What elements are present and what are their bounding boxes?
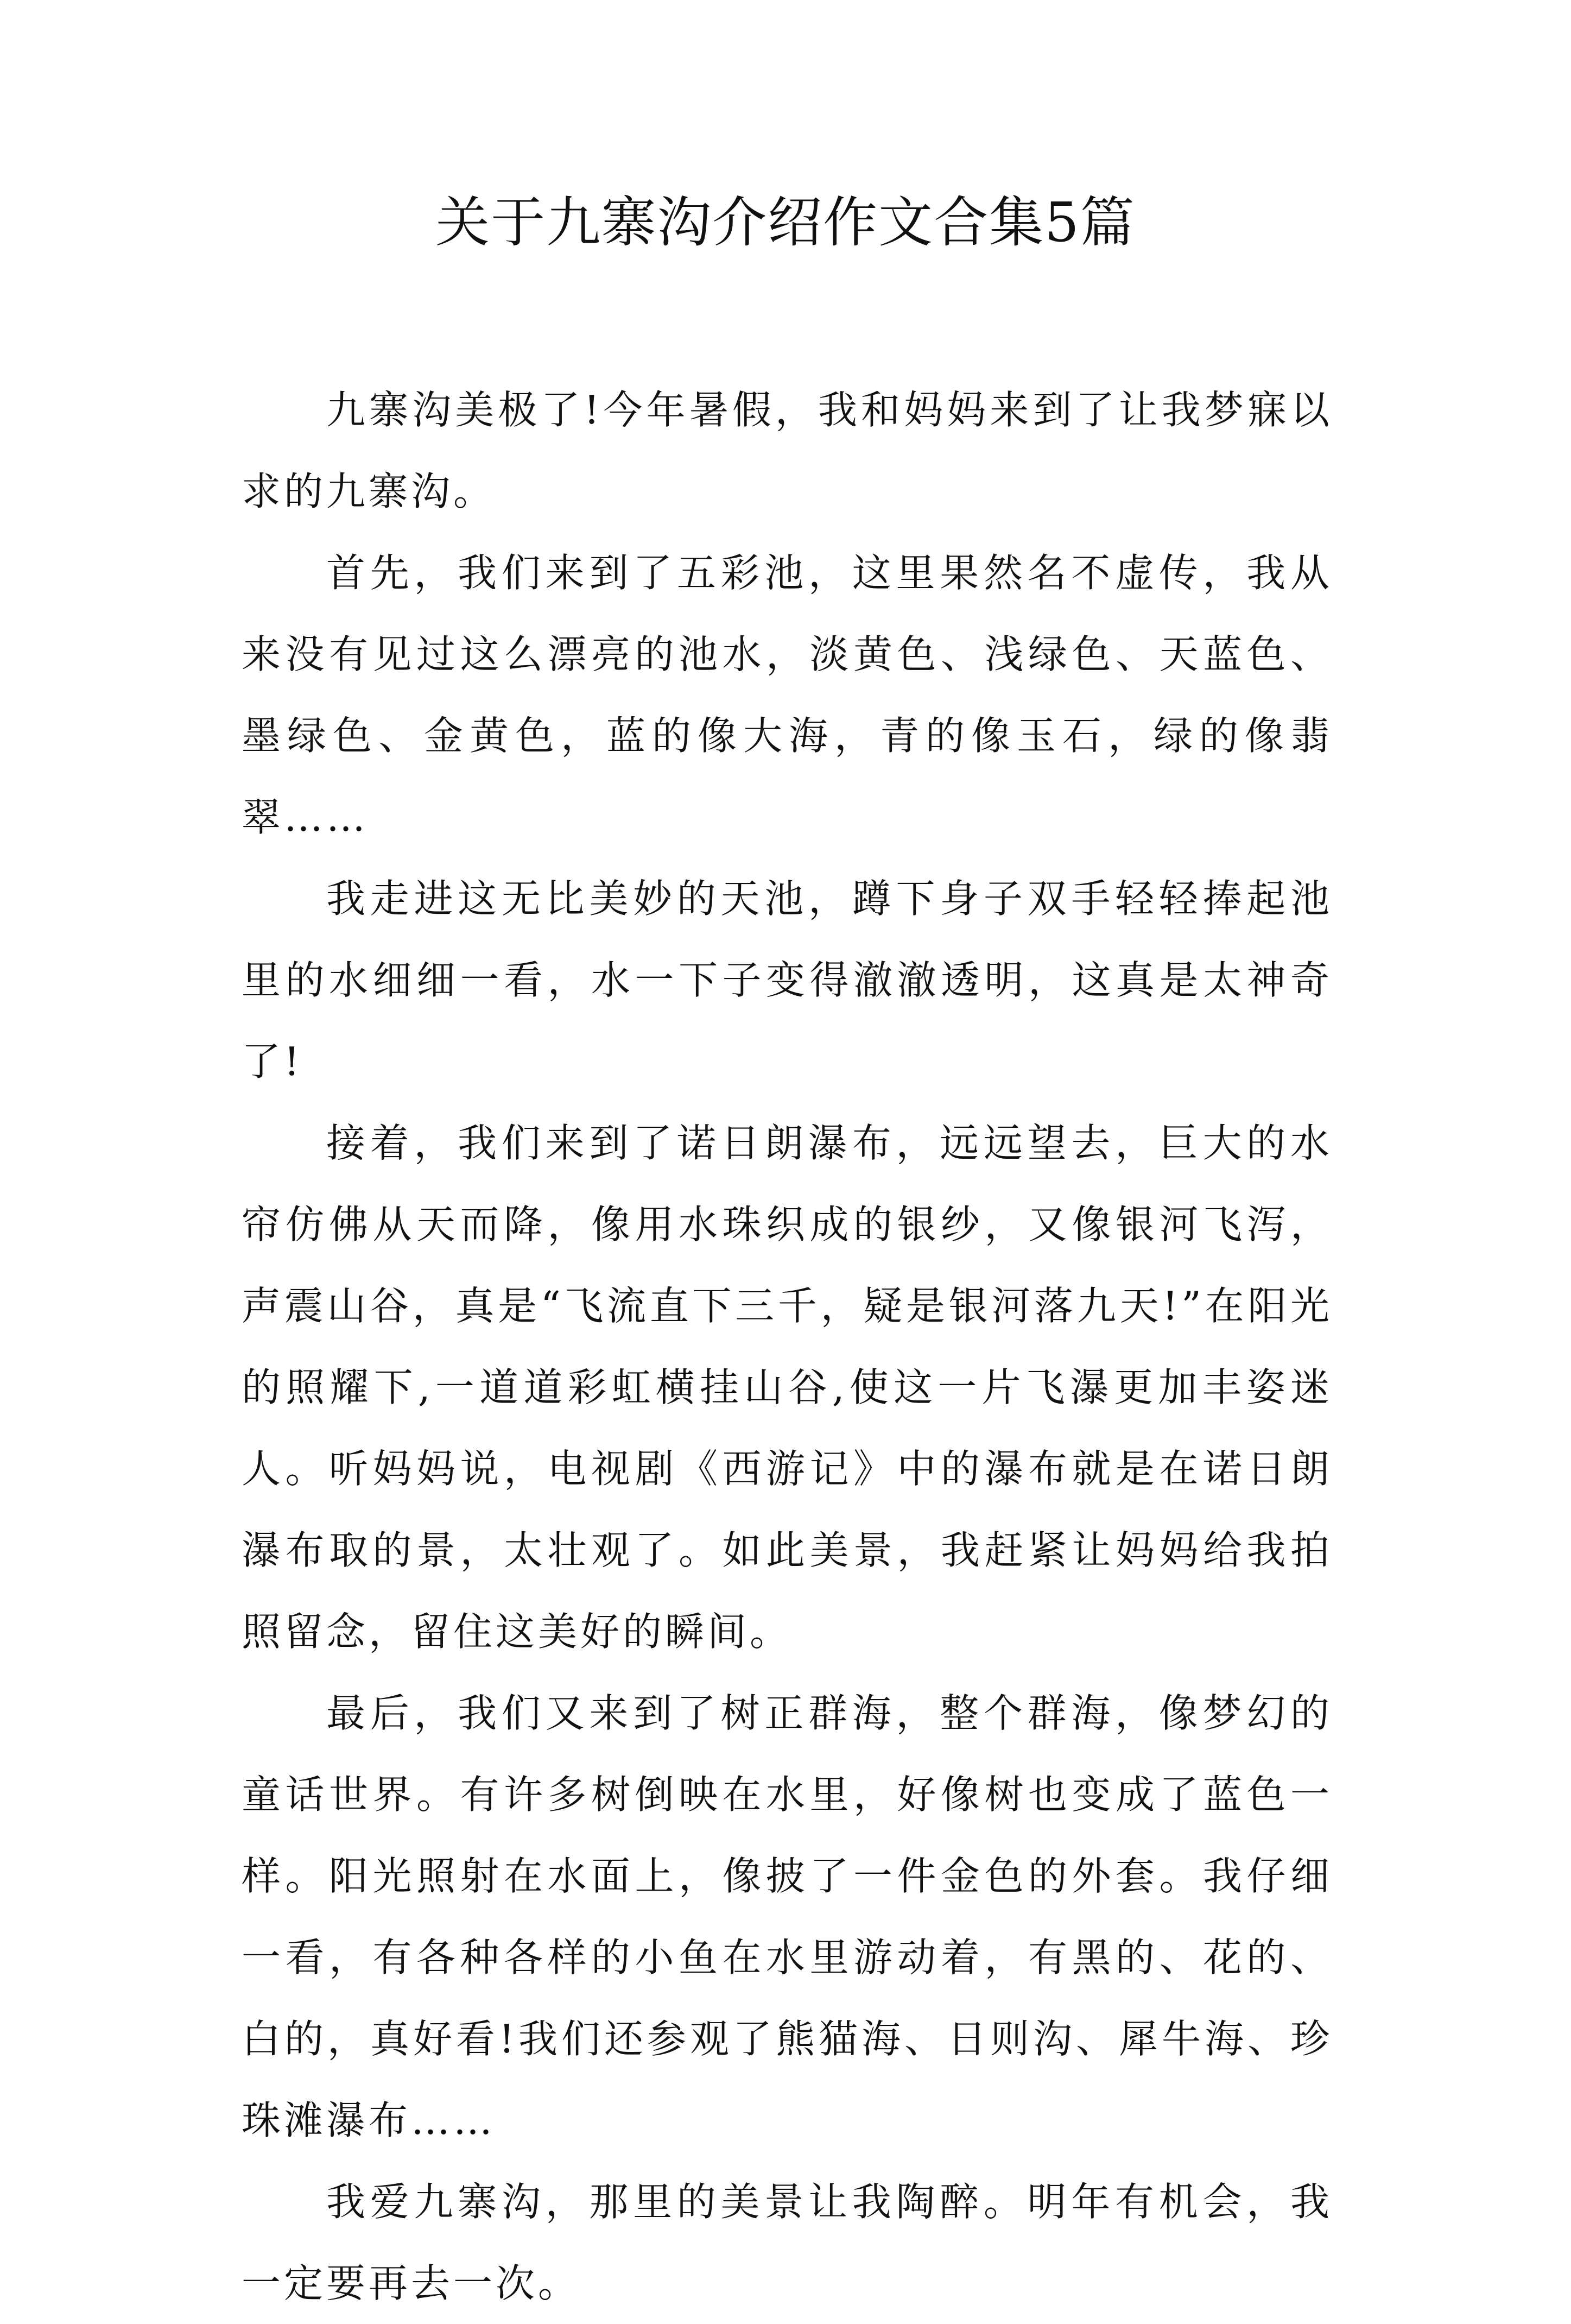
document-title: 关于九寨沟介绍作文合集5篇 bbox=[435, 191, 1136, 254]
document-body bbox=[242, 369, 1333, 2324]
paragraph-nuorilang-waterfall: 接着，我们来到了诺日朗瀑布，远远望去，巨大的水帘仿佛从天而降，像用水珠织成的银纱，又像银河飞泻，声震山谷，真是“飞流直下三千，疑是银河落九天!”在阳光的照耀下,一道道彩虹横挂山谷,使这一片飞瀑更加丰姿迷人。听妈妈说，电视剧《西游记》中的瀑布就是在诺日朗瀑布取的景，太壮观了。如此美景，我赶紧让妈妈给我拍照留念，留住这美好的瞬间。 bbox=[242, 1120, 1333, 1654]
paragraph-heavenly-pond: 我走进这无比美妙的天池，蹲下身子双手轻轻捧起池里的水细细一看，水一下子变得澈澈透明，这真是太神奇了! bbox=[242, 876, 1333, 1084]
paragraph-intro: 九寨沟美极了!今年暑假，我和妈妈来到了让我梦寐以求的九寨沟。 bbox=[242, 387, 1333, 514]
paragraph-five-color-pond: 首先，我们来到了五彩池，这里果然名不虚传，我从来没有见过这么漂亮的池水，淡黄色、浅绿色、天蓝色、墨绿色、金黄色，蓝的像大海，青的像玉石，绿的像翡翠…… bbox=[242, 550, 1333, 840]
paragraph-shuzheng-lakes: 最后，我们又来到了树正群海，整个群海，像梦幻的童话世界。有许多树倒映在水里，好像树也变成了蓝色一样。阳光照射在水面上，像披了一件金色的外套。我仔细一看，有各种各样的小鱼在水里游动着，有黑的、花的、白的，真好看!我们还参观了熊猫海、日则沟、犀牛海、珍珠滩瀑布…… bbox=[242, 1690, 1333, 2143]
paragraph-conclusion: 我爱九寨沟，那里的美景让我陶醉。明年有机会，我一定要再去一次。 bbox=[242, 2179, 1333, 2306]
